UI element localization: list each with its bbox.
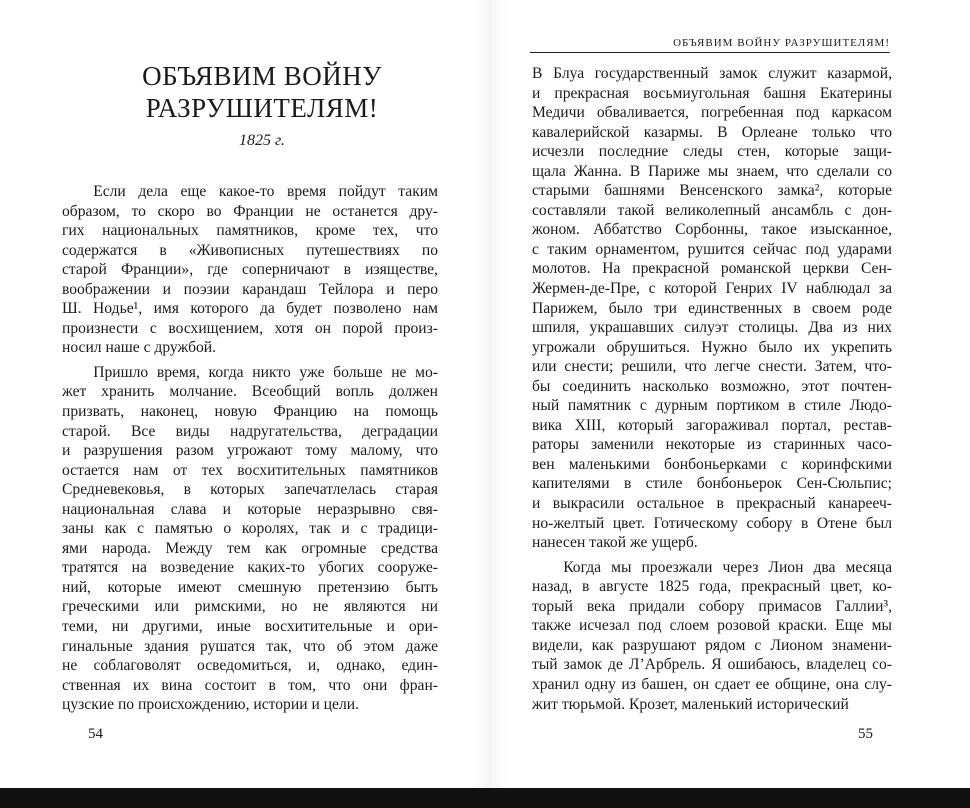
text-line: тый замок де Л’Арбрель. Я ошибаюсь, владелец со- bbox=[532, 656, 892, 674]
text-line: хранил одну из башен, он сдает ее общине, она слу- bbox=[532, 675, 892, 693]
text-line: Парижем, было три единственных в своем роде bbox=[532, 299, 892, 317]
text-line: раторы заменили некоторые из старинных часо- bbox=[532, 436, 892, 454]
text-line: жет хранить молчание. Всеобщий вопль должен bbox=[62, 383, 438, 401]
text-line: старыми башнями Венсенского замка², которые bbox=[532, 182, 892, 200]
text-line: Средневековья, в которых запечатлелась старая bbox=[62, 481, 438, 499]
text-line: Медичи обваливается, погребенная под каркасом bbox=[532, 104, 892, 122]
text-line: также исчезал под слоем розовой краски. Еще мы bbox=[532, 617, 892, 635]
chapter-title-line: РАЗРУШИТЕЛЯМ! bbox=[145, 93, 379, 123]
text-line: национальная слава и которые неразрывно свя- bbox=[62, 500, 438, 518]
text-line: ный памятник с дурным портиком в стиле Людо- bbox=[532, 397, 892, 415]
text-line: бы соединить насколько возможно, этот почтен- bbox=[532, 377, 892, 395]
text-line: жит тюрьмой. Крозет, маленький исторический bbox=[532, 695, 849, 713]
text-line: ственная их вина состоит в том, что они фран- bbox=[62, 676, 438, 694]
text-line: В Блуа государственный замок служит казармой, bbox=[532, 65, 892, 82]
text-line: Жермен-де-Пре, с которой Генрих IV наблюдал за bbox=[532, 280, 892, 298]
text-line: не соблаговолят осведомиться, и, однако, един- bbox=[62, 657, 438, 675]
text-line: тратятся на возведение каких-то убогих сооруже- bbox=[62, 559, 438, 577]
running-head: ОБЪЯВИМ ВОЙНУ РАЗРУШИТЕЛЯМ! bbox=[673, 37, 890, 49]
text-line: назад, в августе 1825 года, прекрасный цвет, ко- bbox=[532, 578, 892, 596]
page-number-left: 54 bbox=[88, 726, 103, 742]
text-line: кавалерийской казармы. В Орлеане только что bbox=[532, 123, 892, 141]
text-line: и разрушения разом угрожают тому малому, что bbox=[62, 442, 438, 460]
text-line: вен маленькими бонбоньерками с коринфскими bbox=[532, 455, 892, 473]
chapter-title bbox=[62, 60, 462, 124]
text-line: и выкрасили остальное в прекрасный канарееч- bbox=[532, 495, 892, 513]
text-line: носил наше с дружбой. bbox=[62, 339, 217, 357]
page-number-right: 55 bbox=[858, 726, 873, 742]
text-line: старой. Все виды надругательства, деградации bbox=[62, 422, 438, 440]
running-head-rule bbox=[530, 52, 890, 53]
text-line: ний, которые имеют смешную претензию быть bbox=[62, 578, 438, 596]
text-line: цузские по происхождению, истории и цели. bbox=[62, 696, 359, 714]
text-line: составляли такой великолепный ансамбль с дон- bbox=[532, 201, 892, 219]
text-line: греческими или римскими, но не являются ни bbox=[62, 598, 438, 616]
text-line: угрожали обрушиться. Нужно было их укрепить bbox=[532, 338, 892, 356]
text-line: заны как с памятью о королях, так и с традици- bbox=[62, 520, 438, 538]
text-line: произнести с восхищением, хотя он порой произ- bbox=[62, 319, 438, 337]
text-line: молотов. На прекрасной романской церкви Сен- bbox=[532, 260, 892, 278]
text-line: старой Франции», где соперничают в изяществе, bbox=[62, 261, 438, 279]
text-line: или снести; решили, что легче снести. Затем, что- bbox=[532, 358, 892, 376]
text-line: щала Жанна. В Париже мы знаем, что сделали со bbox=[532, 162, 892, 180]
text-line: вика XIII, который загораживал портал, рестав- bbox=[532, 416, 892, 434]
text-line: исчезли последние следы стен, которые защи- bbox=[532, 143, 892, 161]
text-line: Ш. Нодье¹, имя которого да будет позволено нам bbox=[62, 300, 438, 318]
text-line: Когда мы проезжали через Лион два месяца bbox=[532, 558, 892, 576]
text-line: ями народа. Между тем как огромные средства bbox=[62, 539, 438, 557]
right-page-body bbox=[532, 64, 892, 714]
scan-bottom-edge bbox=[0, 788, 970, 808]
text-line: и прекрасная восьмиугольная башня Екатерины bbox=[532, 84, 892, 102]
text-line: но-желтый цвет. Готическому собору в Отене был bbox=[532, 514, 892, 532]
text-line: образом, то скоро во Франции не останется дру- bbox=[62, 202, 438, 220]
text-line: шпиля, украшавших силуэт столицы. Два из них bbox=[532, 319, 892, 337]
text-line: гих национальных памятников, кроме тех, что bbox=[62, 222, 438, 240]
text-line: гинальные здания рушатся так, что об этом даже bbox=[62, 637, 438, 655]
text-line: остается нам от тех восхитительных памятников bbox=[62, 461, 438, 479]
text-line: Пришло время, когда никто уже больше не мо- bbox=[62, 363, 438, 381]
chapter-year: 1825 г. bbox=[238, 132, 286, 149]
text-line: Если дела еще какое-то время пойдут таким bbox=[62, 183, 438, 200]
text-line: содержатся в «Живописных путешествиях по bbox=[62, 241, 438, 259]
text-line: теми, ни другими, иные восхитительные и ори- bbox=[62, 618, 438, 636]
text-line: жоном. Аббатство Сорбонны, такое изысканное, bbox=[532, 221, 892, 239]
text-line: видели, как разрушают рядом с Лионом знамени- bbox=[532, 636, 892, 654]
text-line: нанесен такой же ущерб. bbox=[532, 534, 698, 552]
text-line: с таким орнаментом, рушится сейчас под ударами bbox=[532, 240, 892, 258]
left-page-body bbox=[62, 182, 438, 715]
chapter-title-line: ОБЪЯВИМ ВОЙНУ bbox=[142, 61, 382, 91]
text-line: торый века придали собору примасов Галлии³, bbox=[532, 597, 892, 615]
text-line: призвать, наконец, новую Францию на помощь bbox=[62, 403, 438, 421]
text-line: воображении и поэзии карандаш Тейлора и перо bbox=[62, 280, 438, 298]
text-line: капителями в стиле бонбоньерок Сен-Сюльпис; bbox=[532, 475, 892, 493]
